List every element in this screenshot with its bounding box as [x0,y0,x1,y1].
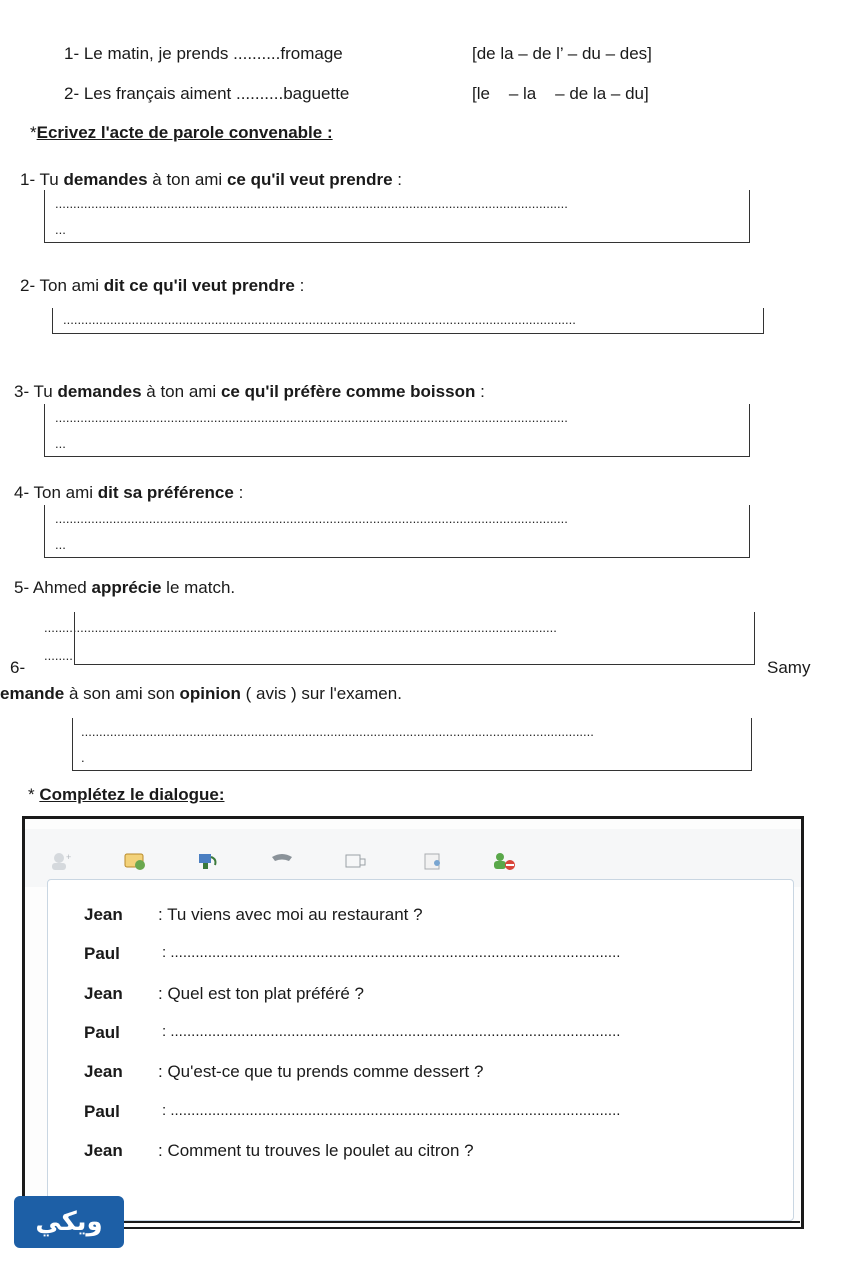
wiki-logo: ويكي [14,1196,124,1248]
q6-bold-2: opinion [179,684,241,703]
article-item-1: 1- Le matin, je prends ..........fromage [64,44,343,63]
answer-box-2[interactable] [52,308,764,334]
logo-underline [124,1221,800,1223]
answer-dots: .............................................................................................................................................. [55,196,568,211]
dialogue-speaker: Jean [84,1140,123,1160]
q5-number: 5- Ahmed [14,578,92,597]
answer-dots-q5-short: ........ [44,648,73,663]
phone-icon[interactable] [269,851,295,871]
dialogue-line-text: : Tu viens avec moi au restaurant ? [158,905,423,924]
dialogue-answer-blank[interactable]: : ............................................................................................................ [162,1101,621,1119]
q1-text-1: à ton ami [147,170,227,189]
dialogue-speaker: Jean [84,1062,123,1082]
question-3 [14,382,485,402]
question-2 [20,276,304,296]
section-speech-heading [30,123,333,143]
answer-dots: .............................................................................................................................................. [81,724,594,739]
answer-box-1[interactable] [44,190,750,243]
answer-dots-short: ... [55,222,66,237]
q6-name: Samy [767,658,811,677]
q4-number: 4- Ton ami [14,483,98,502]
q2-number: 2- Ton ami [20,276,104,295]
q3-number: 3- Tu [14,382,58,401]
dialogue-speaker: Paul [84,1101,120,1121]
q6-text-2: ( avis ) sur l'examen. [240,684,402,703]
q1-number: 1- Tu [20,170,64,189]
dialogue-line-text: : Comment tu trouves le poulet au citron ? [158,1140,474,1160]
dialogue-answer-blank[interactable]: : ............................................................................................................ [162,944,621,962]
q3-text-1: à ton ami [141,382,221,401]
section-speech-title: Ecrivez l'acte de parole convenable : [36,123,333,142]
q2-text-1: : [294,276,305,295]
photo-share-icon[interactable] [123,851,149,871]
answer-box-4[interactable] [44,505,750,558]
q3-text-2: : [475,382,485,401]
q6-bold-1: emande [0,684,65,703]
q1-bold-2: ce qu'il veut prendre [226,170,393,189]
dialogue-speaker: Paul [84,1022,120,1042]
q5-bold-1: apprécie [91,578,162,597]
q1-text-2: : [392,170,402,189]
q4-bold-1: dit sa préférence [97,483,234,502]
article-item-2: 2- Les français aiment ..........baguette [64,84,350,103]
dialogue-speaker: Paul [84,944,120,964]
answer-box-3[interactable] [44,404,750,457]
q1-bold-1: demandes [63,170,148,189]
article-options-1: [de la – de l’ – du – des] [472,44,652,63]
answer-dots: .............................................................................................................................................. [63,312,576,327]
answer-box-5[interactable] [74,612,755,665]
dialogue-line-text: : Quel est ton plat préféré ? [158,983,365,1003]
answer-dot-single: . [81,750,85,765]
article-options-2: [le – la – de la – du] [472,84,649,103]
question-1 [20,170,402,190]
chat-window [22,816,804,1229]
q2-bold-1: dit ce qu'il veut prendre [103,276,295,295]
dialogue-line-text: : Qu'est-ce que tu prends comme dessert ? [158,1062,484,1082]
q6-text-1: à son ami son [64,684,180,703]
answer-dots-short: ... [55,436,66,451]
question-4 [14,483,243,503]
network-icon[interactable] [195,851,221,871]
document-icon[interactable] [421,851,447,871]
q3-bold-2: ce qu'il préfère comme boisson [220,382,476,401]
svg-text:+: + [66,852,72,862]
question-5 [14,578,235,598]
answer-dots-short: ... [55,537,66,552]
block-user-icon[interactable] [491,851,517,871]
add-contact-icon[interactable] [49,851,75,871]
dialogue-speaker: Jean [84,983,123,1003]
dialogue-speaker: Jean [84,905,123,924]
dialogue-answer-blank[interactable]: : ............................................................................................................ [162,1022,621,1040]
section-dialogue-title: Complétez le dialogue: [39,785,225,804]
video-icon[interactable] [343,851,369,871]
heading-asterisk: * [30,123,37,142]
section-dialogue-heading [28,785,224,805]
q4-text-1: : [233,483,244,502]
answer-dots: .............................................................................................................................................. [55,410,568,425]
answer-dots-q5: .............................................................................................................................................. [44,620,557,635]
q6-number: 6- [10,658,26,677]
q3-bold-1: demandes [57,382,142,401]
question-6 [0,684,402,704]
q5-text-1: le match. [161,578,236,597]
answer-dots: .............................................................................................................................................. [55,511,568,526]
heading-asterisk: * [28,785,40,804]
answer-box-6[interactable] [72,718,752,771]
chat-conversation [47,879,794,1221]
